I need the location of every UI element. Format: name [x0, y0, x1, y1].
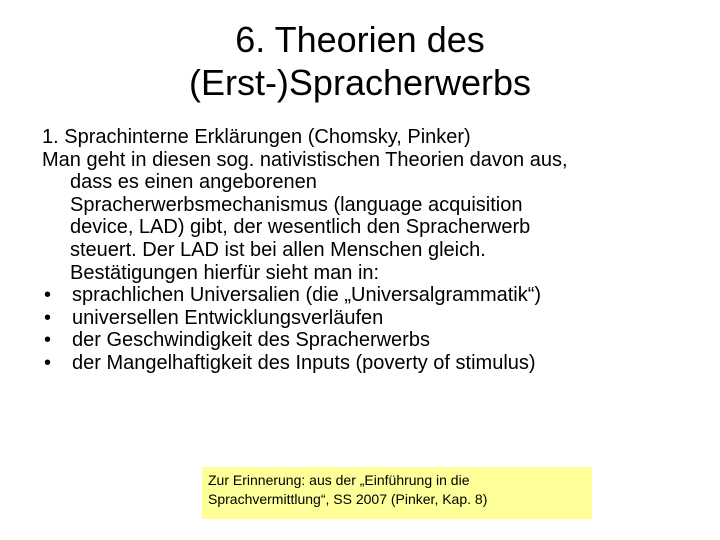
reminder-note-box: [202, 467, 592, 519]
note-line: Sprachvermittlung“, SS 2007 (Pinker, Kap. 8): [208, 491, 488, 507]
bullet-icon: •: [44, 351, 52, 374]
bullet-text: der Geschwindigkeit des Spracherwerbs: [72, 329, 430, 352]
section-heading: 1. Sprachinterne Erklärungen (Chomsky, Pinker): [42, 126, 471, 148]
bullet-text: sprachlichen Universalien (die „Universalgrammatik“): [72, 284, 542, 307]
note-line: Zur Erinnerung: aus der „Einführung in die: [208, 472, 470, 488]
paragraph-line: Bestätigungen hierfür sieht man in:: [70, 261, 380, 284]
bullet-text: universellen Entwicklungsverläufen: [72, 306, 384, 329]
slide-body: [42, 126, 702, 375]
bullet-item: [42, 284, 702, 307]
bullet-icon: •: [44, 306, 52, 329]
paragraph-line: Man geht in diesen sog. nativistischen Theorien davon aus,: [42, 148, 568, 171]
title-line: 6. Theorien des: [235, 19, 485, 60]
bullet-icon: •: [44, 284, 52, 307]
paragraph-line: Spracherwerbsmechanismus (language acquisition: [70, 193, 523, 216]
title-line: (Erst-)Spracherwerbs: [188, 62, 532, 103]
paragraph-line: device, LAD) gibt, der wesentlich den Spracherwerb: [70, 216, 531, 239]
bullet-item: [42, 307, 702, 330]
paragraph-line: dass es einen angeborenen: [70, 171, 317, 194]
paragraph-line: steuert. Der LAD ist bei allen Menschen gleich.: [70, 238, 486, 261]
bullet-text: der Mangelhaftigkeit des Inputs (poverty of stimulus): [72, 351, 536, 374]
bullet-item: [42, 352, 702, 375]
bullet-item: [42, 329, 702, 352]
bullet-icon: •: [44, 329, 52, 352]
slide-title: [0, 18, 720, 104]
